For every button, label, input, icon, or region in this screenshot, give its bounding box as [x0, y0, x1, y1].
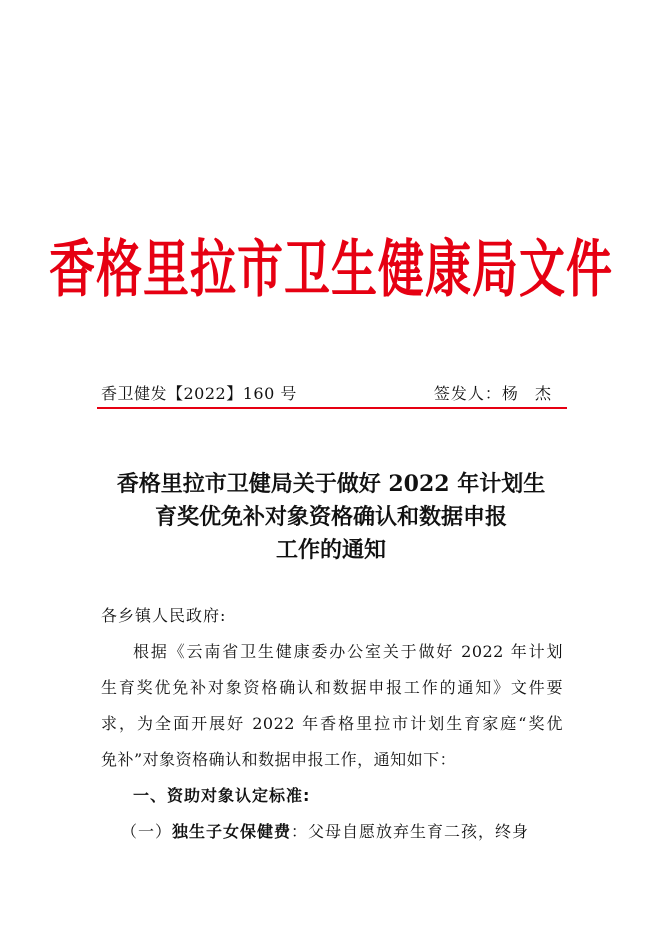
signer — [434, 383, 557, 405]
paragraph-line: 求，为全面开展好 2022 年香格里拉市计划生育家庭“奖优 — [101, 714, 563, 733]
signer-name: 杨 杰 — [501, 384, 557, 403]
paragraph-line: 生育奖优免补对象资格确认和数据申报工作的通知》文件要 — [101, 678, 563, 697]
notice-title-line-2: 育奖优免补对象资格确认和数据申报 — [154, 504, 507, 530]
document-meta-row — [101, 383, 565, 405]
signer-label: 签发人： — [433, 384, 502, 403]
notice-title-line-3: 工作的通知 — [275, 537, 386, 563]
paragraph-line: 根据《云南省卫生健康委办公室关于做好 2022 年计划 — [133, 642, 563, 661]
red-separator-line — [97, 407, 567, 409]
item-prefix: （一） — [121, 822, 173, 841]
paragraph-line: 免补”对象资格确认和数据申报工作，通知如下： — [101, 750, 457, 769]
notice-body — [101, 598, 563, 850]
document-number: 香卫健发【2022】160 号 — [101, 384, 297, 403]
item-text: ：父母自愿放弃生育二孩，终身 — [291, 822, 530, 841]
document-masthead: 香格里拉市卫生健康局文件 — [49, 232, 613, 306]
section-heading: 一、资助对象认定标准: — [133, 786, 311, 805]
list-item — [101, 814, 563, 850]
item-term: 独生子女保健费 — [172, 822, 292, 841]
salutation: 各乡镇人民政府: — [101, 606, 227, 625]
notice-title-line-1: 香格里拉市卫健局关于做好 2022 年计划生 — [116, 471, 546, 497]
notice-title — [80, 468, 582, 567]
